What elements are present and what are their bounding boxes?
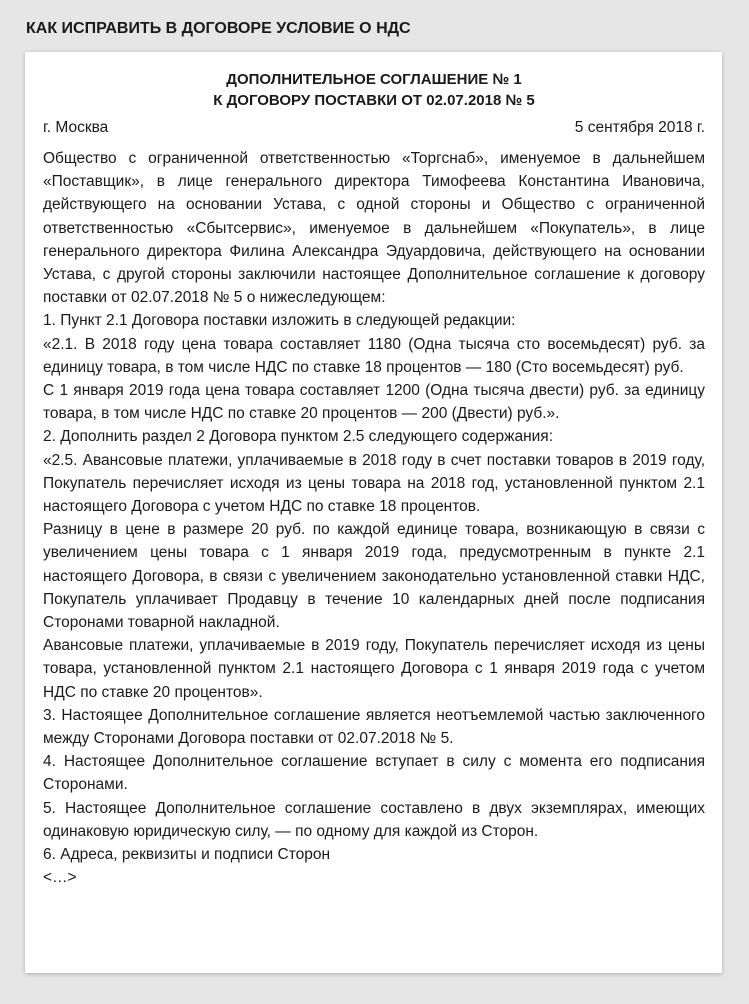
document-title [43,69,705,111]
page-header: КАК ИСПРАВИТЬ В ДОГОВОРЕ УСЛОВИЕ О НДС [26,20,411,37]
paragraph-clause-2-1-a: «2.1. В 2018 году цена товара составляет 1180 (Одна тысяча сто восемьдесят) руб. за единицу товара, в том числе НДС по ставке 18 процентов — 180 (Сто восемьдесят) руб. [43,335,705,376]
paragraph-preamble: Общество с ограниченной ответственностью «Торгснаб», именуемое в дальнейшем «Поставщик», в лице генерального директора Тимофеева Константина Ивановича, действующего на основании Устава, с одной стороны и Общество с ограниченной ответственностью «Сбытсервис», именуемое в дальнейшем «Покупатель», в лице генерального директора Филина Александра Эдуардовича, действующего на основании Устава, с другой стороны заключили настоящее Дополнительное соглашение к договору поставки от 02.07.2018 № 5 о нижеследующем: [43,150,705,307]
paragraph-clause-6: 6. Адреса, реквизиты и подписи Сторон [43,846,331,864]
place-date-row [43,117,705,139]
document-body [43,147,705,890]
paragraph-clause-3: 3. Настоящее Дополнительное соглашение является неотъемлемой частью заключенного между Сторонами Договора поставки от 02.07.2018 № 5. [43,706,705,748]
paragraph-clause-5: 5. Настоящее Дополнительное соглашение составлено в двух экземплярах, имеющих одинаковую юридическую силу, — по одному для каждой из Сторон. [43,799,705,840]
document-title-line-1: ДОПОЛНИТЕЛЬНОЕ СОГЛАШЕНИЕ № 1 [226,71,522,88]
paragraph-ellipsis: <…> [43,869,77,887]
paragraph-clause-2: 2. Дополнить раздел 2 Договора пунктом 2.5 следующего содержания: [43,428,554,446]
paragraph-clause-1: 1. Пункт 2.1 Договора поставки изложить в следующей редакции: [43,312,516,330]
paragraph-clause-2-1-b: С 1 января 2019 года цена товара составляет 1200 (Одна тысяча двести) руб. за единицу товара, в том числе НДС по ставке 20 процентов — 200 (Двести) руб.». [43,382,705,423]
document-date: 5 сентября 2018 г. [574,119,705,136]
paragraph-clause-4: 4. Настоящее Дополнительное соглашение вступает в силу с момента его подписания Сторонами. [43,753,705,794]
document-sheet [25,52,722,973]
paragraph-clause-2-5-a: «2.5. Авансовые платежи, уплачиваемые в 2018 году в счет поставки товаров в 2019 году, Покупатель перечисляет исходя из цены товара на 2018 год, установленной пунктом 2.1 настоящего Договора с учетом НДС по ставке 18 процентов. [43,451,705,516]
paragraph-clause-2-5-c: Авансовые платежи, уплачиваемые в 2019 году, Покупатель перечисляет исходя из цены товара, установленной пунктом 2.1 настоящего Договора с 1 января 2019 года с учетом НДС по ставке 20 процентов». [43,637,705,701]
document-place: г. Москва [43,119,109,136]
paragraph-clause-2-5-b: Разницу в цене в размере 20 руб. по каждой единице товара, возникающую в связи с увеличением цены товара с 1 января 2019 года, предусмотренным в пункте 2.1 настоящего Договора, в связи с увеличением законодательно установленной ставки НДС, Покупатель уплачивает Продавцу в течение 10 календарных дней после подписания Сторонами товарной накладной. [43,521,705,632]
document-title-line-2: К ДОГОВОРУ ПОСТАВКИ ОТ 02.07.2018 № 5 [213,92,535,109]
